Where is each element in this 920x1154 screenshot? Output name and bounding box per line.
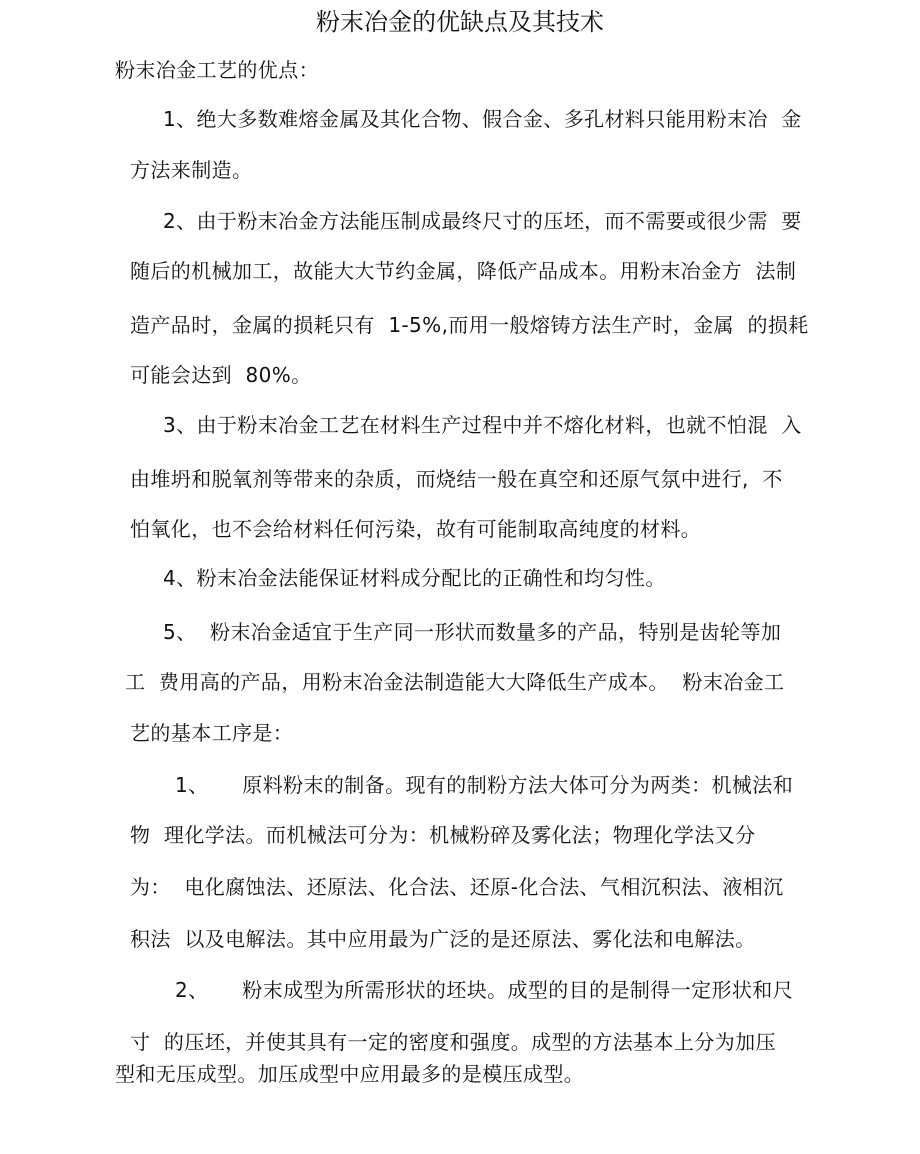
text-line: 4、粉末冶金法能保证材料成分配比的正确性和均匀性。 [163, 566, 666, 590]
text-line: 积法 以及电解法。其中应用最为广泛的是还原法、雾化法和电解法。 [130, 927, 756, 951]
text-line: 随后的机械加工，故能大大节约金属，降低产品成本。用粉末冶金方 法制 [130, 259, 797, 283]
text-line: 怕氧化，也不会给材料任何污染，故有可能制取高纯度的材料。 [130, 517, 702, 541]
text-line: 3、由于粉末冶金工艺在材料生产过程中并不熔化材料，也就不怕混 入 [163, 413, 802, 437]
text-line: 物 理化学法。而机械法可分为：机械粉碎及雾化法；物理化学法又分 [130, 823, 756, 847]
text-line: 2、 粉末成型为所需形状的坯块。成型的目的是制得一定形状和尺 [175, 978, 794, 1002]
text-line: 艺的基本工序是： [130, 721, 294, 745]
text-line: 寸 的压坯，并使其具有一定的密度和强度。成型的方法基本上分为加压 [130, 1030, 776, 1054]
section-heading: 粉末冶金工艺的优点： [115, 58, 319, 82]
text-line: 1、 原料粉末的制备。现有的制粉方法大体可分为两类：机械法和 [175, 773, 794, 797]
text-line: 造产品时，金属的损耗只有 1-5%,而用一般熔铸方法生产时，金属 的损耗 [130, 313, 809, 337]
text-line: 工 费用高的产品，用粉末冶金法制造能大大降低生产成本。 粉末冶金工 [125, 670, 785, 694]
text-line: 由堆坍和脱氧剂等带来的杂质，而烧结一般在真空和还原气氛中进行, 不 [130, 467, 783, 491]
text-line: 型和无压成型。加压成型中应用最多的是模压成型。 [115, 1062, 585, 1086]
text-line: 5、 粉末冶金适宜于生产同一形状而数量多的产品，特别是齿轮等加 [163, 620, 782, 644]
text-line: 方法来制造。 [130, 158, 253, 182]
text-line: 2、由于粉末冶金方法能压制成最终尺寸的压坯，而不需要或很少需 要 [163, 209, 802, 233]
text-line: 1、绝大多数难熔金属及其化合物、假合金、多孔材料只能用粉末冶 金 [163, 107, 802, 131]
text-line: 为： 电化腐蚀法、还原法、化合法、还原-化合法、气相沉积法、液相沉 [130, 875, 784, 899]
document-title: 粉末冶金的优缺点及其技术 [316, 8, 604, 36]
text-line: 可能会达到 80%。 [130, 363, 312, 387]
